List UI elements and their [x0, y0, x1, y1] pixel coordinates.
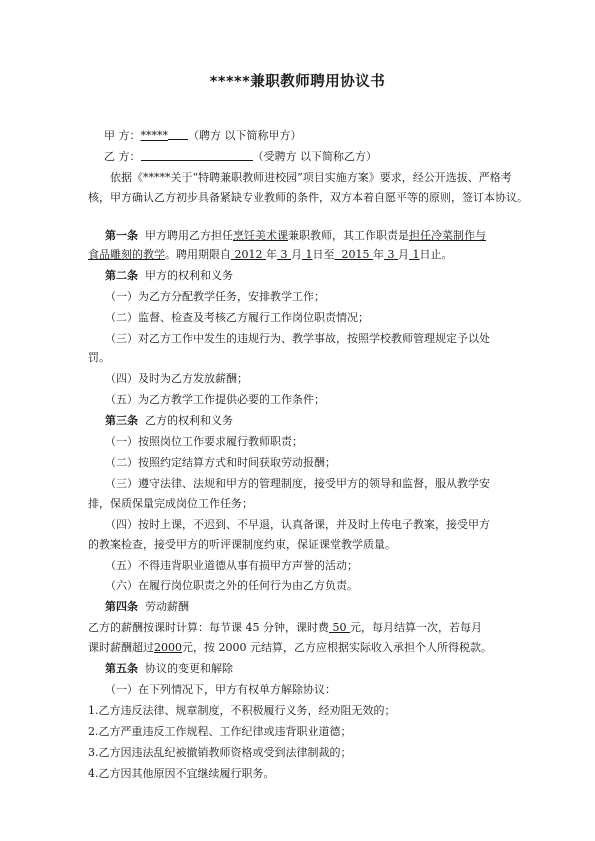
- party-b-blank: [141, 148, 253, 161]
- article4-line2: [88, 638, 528, 658]
- article1-text3: 。聘用期限自: [165, 248, 231, 261]
- article3-heading: 第三条: [105, 414, 138, 427]
- article3-item: （四）按时上课，不迟到、不早退，认真备课，并及时上传电子教案，接受甲方: [105, 518, 490, 531]
- article1-course: 烹饪美术课: [233, 229, 288, 242]
- article1-text2: 兼职教师，其工作职责是: [288, 229, 409, 242]
- article5-heading: 第五条: [105, 662, 138, 675]
- article3-heading-line: [105, 411, 545, 431]
- article1-duty-b: 食品雕刻的教学: [88, 248, 165, 261]
- start-month: 3: [280, 248, 288, 261]
- month-char-2: 月: [398, 248, 409, 261]
- month-char-1: 月: [291, 248, 302, 261]
- page-title: *****兼职教师聘用协议书: [209, 74, 386, 90]
- article2-item: （一）为乙方分配教学任务，安排教学工作；: [105, 290, 325, 303]
- article3-item: （三）遵守法律、法规和甲方的管理制度，接受甲方的领导和监督，服从教学安: [105, 477, 490, 490]
- article2-title: 甲方的权利和义务: [145, 269, 233, 282]
- article1-heading: 第一条: [105, 229, 138, 242]
- party-a-label: 甲 方：: [104, 129, 141, 142]
- article1-line1: [105, 226, 545, 246]
- day-char-2: 日止。: [419, 248, 453, 261]
- article4-heading-line: [105, 597, 545, 617]
- article5-title: 协议的变更和解除: [145, 662, 233, 675]
- article3-item: （六）在履行岗位职责之外的任何行为由乙方负责。: [105, 579, 358, 592]
- party-b-label: 乙 方：: [104, 150, 141, 163]
- article4-text2: 元，每月结算一次，若每月: [350, 621, 482, 634]
- article1-line2: [88, 245, 528, 265]
- article4-title: 劳动薪酬: [145, 600, 189, 613]
- article4-line1: [88, 618, 528, 638]
- article3-item: 排，保质保量完成岗位工作任务；: [88, 497, 253, 510]
- article2-heading-line: [105, 266, 545, 286]
- end-year: 2015: [341, 248, 370, 261]
- article5-heading-line: [105, 659, 545, 679]
- article4-text3: 课时薪酬超过: [88, 641, 154, 654]
- party-a-blank: [168, 127, 188, 140]
- article3-item: （五）不得违背职业道德从事有损甲方声誉的活动；: [105, 559, 358, 572]
- party-a-note: （聘方 以下简称甲方）: [188, 129, 302, 142]
- article3-item: （二）按照约定结算方式和时间获取劳动报酬；: [105, 456, 336, 469]
- hourly-fee: 50: [332, 621, 347, 634]
- article2-item: （二）监督、检查及考核乙方履行工作岗位职责情况；: [105, 311, 369, 324]
- article4-text1: 乙方的薪酬按课时计算：每节课 45 分钟，课时费: [88, 621, 329, 634]
- article3-item: （一）按照岗位工作要求履行教师职责；: [105, 435, 303, 448]
- end-day: 1: [412, 248, 420, 261]
- article5-item: （一）在下列情况下，甲方有权单方解除协议：: [105, 683, 336, 696]
- article3-title: 乙方的权利和义务: [145, 414, 233, 427]
- start-day: 1: [305, 248, 313, 261]
- article5-item: 2.乙方严重违反工作规程、工作纪律或违背职业道德；: [88, 725, 352, 738]
- salary-cap: 2000: [154, 641, 182, 654]
- end-month: 3: [387, 248, 395, 261]
- article5-item: 4.乙方因其他原因不宜继续履行职务。: [88, 767, 275, 780]
- article5-item: 3.乙方因违法乱纪被撤销教师资格或受到法律制裁的；: [88, 746, 352, 759]
- article2-item: （五）为乙方教学工作提供必要的工作条件；: [105, 393, 325, 406]
- intro-paragraph: 依据《*****关于“特聘兼职教师进校园”项目实施方案》要求，经公开选拔、严格考核，甲方确认乙方初步具备紧缺专业教师的条件，双方本着自愿平等的原则，签订本协议。: [88, 171, 528, 204]
- party-a-line: [104, 126, 544, 146]
- article2-item: 罚。: [88, 351, 110, 364]
- article5-item: 1.乙方违反法律、规章制度，不积极履行义务，经劝阻无效的；: [88, 704, 396, 717]
- year-char-2: 年: [373, 248, 384, 261]
- article1-duty-a: 担任冷菜制作与: [409, 229, 486, 242]
- article1-text1: 甲方聘用乙方担任: [145, 229, 233, 242]
- article2-heading: 第二条: [105, 269, 138, 282]
- party-b-note: （受聘方 以下简称乙方）: [252, 150, 377, 163]
- day-char-1: 日至: [312, 248, 335, 261]
- article3-item: 的教案检查，接受甲方的听评课制度约束，保证课堂教学质量。: [88, 538, 396, 551]
- party-b-line: [104, 147, 544, 167]
- article2-item: （四）及时为乙方发放薪酬；: [105, 372, 248, 385]
- article4-text4: 元，按 2000 元结算，乙方应根据实际收入承担个人所得税款。: [182, 641, 492, 654]
- start-year: 2012: [234, 248, 263, 261]
- article2-item: （三）对乙方工作中发生的违规行为、教学事故，按照学校教师管理规定予以处: [105, 332, 490, 345]
- year-char-1: 年: [266, 248, 277, 261]
- article4-heading: 第四条: [105, 600, 138, 613]
- party-a-name: *****: [140, 129, 168, 142]
